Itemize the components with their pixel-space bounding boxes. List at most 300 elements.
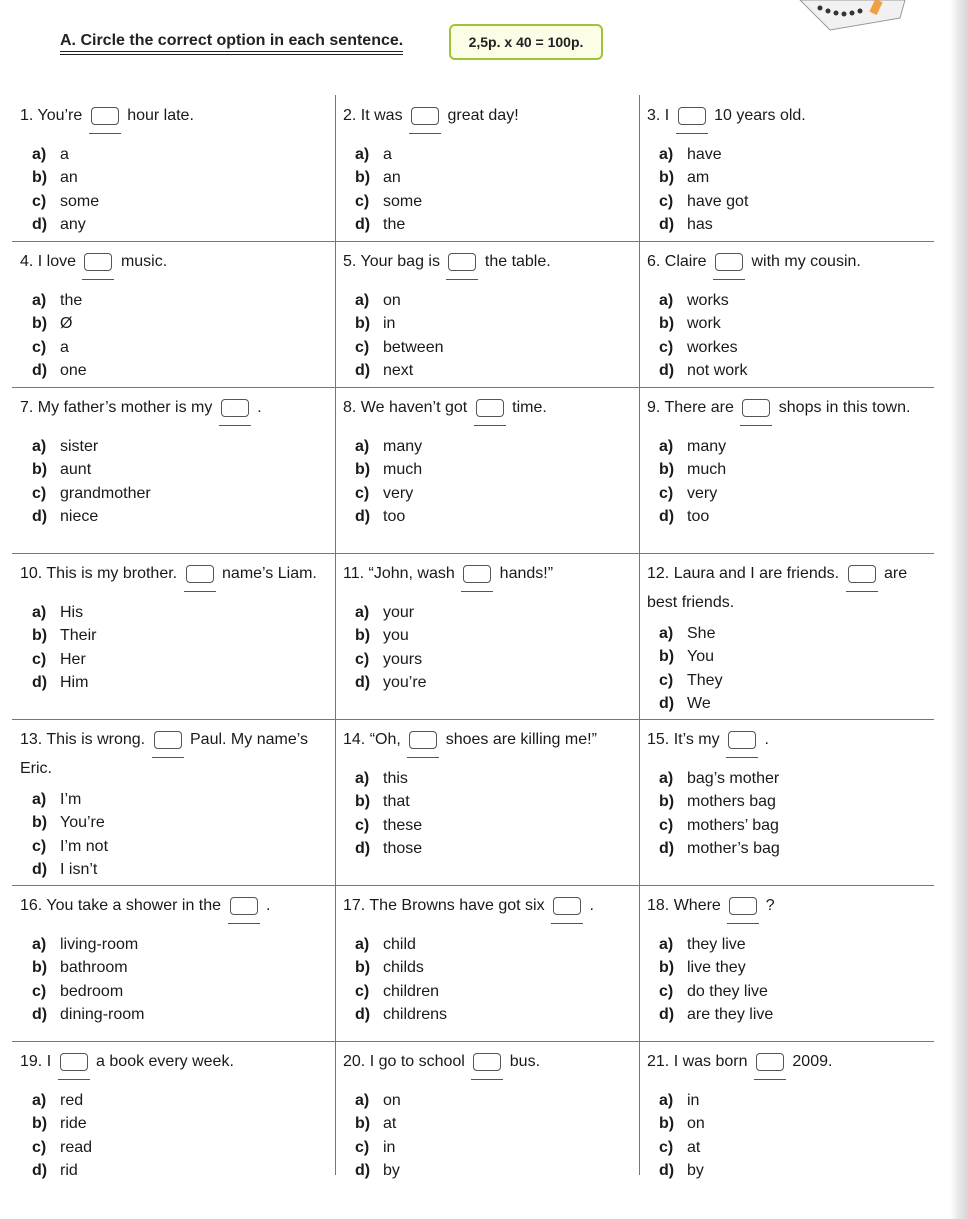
option-text: an — [383, 169, 401, 187]
option-item[interactable] — [647, 1136, 926, 1159]
option-item[interactable] — [20, 1136, 327, 1159]
option-letter: a) — [355, 438, 370, 455]
question-cell — [335, 387, 639, 553]
option-text: many — [687, 438, 727, 455]
option-item[interactable] — [343, 336, 631, 359]
option-item[interactable] — [343, 1112, 631, 1135]
question-prefix: 5. Your bag is — [343, 253, 440, 270]
option-item[interactable] — [20, 458, 327, 481]
option-letter: b) — [355, 959, 371, 977]
answer-box — [60, 1053, 88, 1071]
question-suffix: hands!” — [499, 565, 554, 582]
option-item[interactable] — [343, 837, 631, 860]
option-text: bedroom — [60, 982, 124, 1000]
option-item[interactable] — [20, 671, 327, 694]
question-text — [647, 729, 926, 758]
answer-box — [476, 399, 504, 417]
question-cell — [12, 387, 335, 553]
question-prefix: 9. There are — [647, 399, 734, 416]
option-item[interactable] — [647, 336, 926, 359]
question-text — [647, 105, 926, 134]
option-item[interactable] — [647, 166, 926, 189]
option-text: on — [383, 1092, 401, 1109]
option-text: a — [60, 338, 69, 356]
option-item[interactable] — [647, 837, 926, 860]
option-text: much — [687, 461, 727, 479]
option-text: an — [60, 169, 78, 187]
option-item[interactable] — [20, 505, 327, 528]
question-prefix: 2. It was — [343, 107, 403, 124]
question-text — [647, 397, 926, 426]
option-letter: b) — [659, 315, 675, 333]
option-text: aunt — [60, 461, 92, 479]
option-text: They — [687, 671, 723, 689]
option-letter: c) — [355, 982, 370, 1000]
question-text — [20, 251, 327, 280]
option-text: I’m not — [60, 837, 109, 855]
option-letter: c) — [659, 671, 674, 689]
option-letter: c) — [659, 192, 674, 210]
answer-box — [473, 1053, 501, 1071]
answer-box — [678, 107, 706, 125]
page-edge-shadow — [950, 0, 968, 1219]
option-item[interactable] — [647, 1159, 926, 1182]
question-cell — [639, 95, 934, 241]
option-text: rid — [60, 1162, 78, 1180]
option-item[interactable] — [343, 601, 631, 624]
option-letter: a) — [32, 1092, 47, 1109]
option-list — [343, 143, 631, 237]
answer-box — [756, 1053, 784, 1071]
option-text: on — [383, 292, 401, 309]
option-item[interactable] — [647, 692, 926, 715]
option-letter: d) — [355, 1006, 371, 1024]
option-list — [343, 601, 631, 695]
option-item[interactable] — [20, 811, 327, 834]
option-letter: c) — [32, 484, 47, 502]
option-item[interactable] — [20, 289, 327, 312]
answer-box — [463, 565, 491, 583]
answer-blank[interactable] — [676, 107, 708, 134]
answer-blank[interactable] — [754, 1053, 786, 1080]
option-letter: c) — [32, 650, 47, 668]
answer-box — [729, 897, 757, 915]
question-prefix: 7. My father’s mother is my — [20, 399, 213, 416]
option-text: some — [60, 192, 100, 210]
answer-box — [742, 399, 770, 417]
answer-blank[interactable] — [713, 253, 745, 280]
question-suffix: . — [257, 399, 262, 416]
option-letter: a) — [32, 936, 47, 953]
question-prefix: 4. I love — [20, 253, 77, 270]
option-item[interactable] — [647, 669, 926, 692]
question-text — [343, 563, 631, 592]
question-cell — [12, 95, 335, 241]
option-item[interactable] — [343, 213, 631, 236]
question-suffix: 2009. — [792, 1053, 833, 1070]
option-text: too — [383, 508, 406, 526]
answer-blank[interactable] — [474, 399, 506, 426]
option-letter: d) — [355, 216, 371, 234]
answer-box — [186, 565, 214, 583]
option-item[interactable] — [343, 435, 631, 458]
option-text: living-room — [60, 936, 139, 953]
option-item[interactable] — [343, 790, 631, 813]
option-item[interactable] — [647, 359, 926, 382]
question-prefix: 11. “John, wash — [343, 565, 455, 582]
question-suffix: 10 years old. — [714, 107, 806, 124]
option-text: Ø — [60, 315, 73, 333]
option-letter: d) — [659, 216, 675, 234]
option-letter: c) — [659, 338, 674, 356]
option-list — [20, 289, 327, 383]
option-item[interactable] — [343, 166, 631, 189]
option-item[interactable] — [20, 213, 327, 236]
option-letter: c) — [659, 484, 674, 502]
option-item[interactable] — [343, 1003, 631, 1026]
option-item[interactable] — [20, 482, 327, 505]
option-text: do they live — [687, 982, 768, 1000]
option-item[interactable] — [20, 835, 327, 858]
option-letter: b) — [355, 793, 371, 811]
question-cell — [335, 241, 639, 387]
answer-sheet-illustration — [790, 0, 920, 34]
option-item[interactable] — [343, 933, 631, 956]
option-letter: d) — [32, 1006, 48, 1024]
option-letter: b) — [355, 315, 371, 333]
option-item[interactable] — [343, 482, 631, 505]
option-item[interactable] — [343, 143, 631, 166]
question-text — [20, 105, 327, 134]
option-item[interactable] — [20, 980, 327, 1003]
answer-blank[interactable] — [551, 897, 583, 924]
option-item[interactable] — [20, 312, 327, 335]
question-text — [343, 105, 631, 134]
option-item[interactable] — [343, 312, 631, 335]
option-item[interactable] — [647, 645, 926, 668]
option-list — [647, 143, 926, 237]
option-letter: a) — [659, 1092, 674, 1109]
option-letter: a) — [355, 1092, 370, 1109]
answer-blank[interactable] — [152, 731, 184, 758]
question-suffix: shops in this town. — [778, 399, 911, 416]
option-text: by — [383, 1162, 400, 1180]
option-text: niece — [60, 508, 99, 526]
question-cell — [12, 241, 335, 387]
answer-blank[interactable] — [726, 731, 758, 758]
option-item[interactable] — [647, 767, 926, 790]
option-letter: a) — [355, 770, 370, 787]
option-item[interactable] — [647, 814, 926, 837]
option-item[interactable] — [20, 435, 327, 458]
question-suffix: shoes are killing me!” — [445, 731, 597, 748]
option-item[interactable] — [20, 1159, 327, 1182]
option-text: mother’s bag — [687, 840, 780, 858]
option-text: in — [687, 1092, 700, 1109]
option-item[interactable] — [20, 143, 327, 166]
option-item[interactable] — [20, 788, 327, 811]
option-letter: a) — [32, 438, 47, 455]
option-letter: b) — [659, 648, 675, 666]
option-item[interactable] — [20, 336, 327, 359]
option-list — [20, 601, 327, 695]
question-prefix: 6. Claire — [647, 253, 707, 270]
option-text: I isn’t — [60, 861, 98, 879]
option-item[interactable] — [343, 671, 631, 694]
option-text: much — [383, 461, 423, 479]
option-letter: b) — [32, 959, 48, 977]
option-letter: c) — [32, 192, 47, 210]
option-item[interactable] — [647, 980, 926, 1003]
option-text: Her — [60, 650, 86, 668]
option-letter: c) — [355, 816, 370, 834]
option-letter: b) — [32, 1115, 48, 1133]
answer-blank[interactable] — [184, 565, 216, 592]
question-suffix: a book every week. — [96, 1053, 234, 1070]
answer-blank[interactable] — [89, 107, 121, 134]
answer-blank[interactable] — [82, 253, 114, 280]
option-item[interactable] — [343, 980, 631, 1003]
option-item[interactable] — [20, 858, 327, 881]
option-letter: d) — [659, 695, 675, 713]
option-item[interactable] — [647, 482, 926, 505]
option-item[interactable] — [20, 933, 327, 956]
option-text: by — [687, 1162, 704, 1180]
answer-blank[interactable] — [727, 897, 759, 924]
question-prefix: 1. You’re — [20, 107, 83, 124]
option-item[interactable] — [20, 359, 327, 382]
option-letter: a) — [32, 146, 47, 163]
option-text: many — [383, 438, 423, 455]
option-item[interactable] — [647, 790, 926, 813]
question-prefix: 15. It’s my — [647, 731, 720, 748]
option-letter: d) — [659, 508, 675, 526]
option-text: at — [687, 1138, 701, 1156]
option-letter: d) — [32, 1162, 48, 1180]
answer-blank[interactable] — [461, 565, 493, 592]
option-list — [647, 289, 926, 383]
option-text: very — [687, 484, 718, 502]
option-text: the — [383, 216, 406, 234]
option-list — [647, 933, 926, 1027]
option-letter: d) — [355, 508, 371, 526]
option-text: children — [383, 982, 440, 1000]
option-item[interactable] — [647, 622, 926, 645]
answer-blank[interactable] — [471, 1053, 503, 1080]
option-letter: b) — [355, 627, 371, 645]
option-text: any — [60, 216, 86, 234]
option-letter: d) — [32, 508, 48, 526]
question-cell — [639, 387, 934, 553]
option-text: mothers bag — [687, 793, 776, 811]
option-text: not work — [687, 362, 748, 380]
option-text: She — [687, 625, 716, 642]
option-list — [343, 1089, 631, 1183]
option-item[interactable] — [343, 289, 631, 312]
option-item[interactable] — [647, 956, 926, 979]
option-letter: a) — [32, 604, 47, 621]
option-letter: b) — [32, 461, 48, 479]
question-cell — [335, 719, 639, 885]
question-cell — [12, 1041, 335, 1180]
option-item[interactable] — [647, 1003, 926, 1026]
answer-box — [715, 253, 743, 271]
answer-blank[interactable] — [58, 1053, 90, 1080]
answer-blank[interactable] — [407, 731, 439, 758]
answer-box — [91, 107, 119, 125]
option-item[interactable] — [343, 767, 631, 790]
option-text: Their — [60, 627, 97, 645]
question-cell — [639, 719, 934, 885]
option-item[interactable] — [343, 1159, 631, 1182]
answer-blank[interactable] — [219, 399, 251, 426]
option-letter: c) — [355, 650, 370, 668]
option-letter: d) — [32, 861, 48, 879]
option-text: between — [383, 338, 444, 356]
answer-blank[interactable] — [228, 897, 260, 924]
question-suffix: . — [265, 897, 271, 914]
option-letter: b) — [659, 959, 675, 977]
option-text: you’re — [383, 674, 427, 692]
option-text: grandmother — [60, 484, 151, 502]
question-cell — [639, 885, 934, 1041]
option-letter: a) — [659, 438, 674, 455]
option-letter: a) — [355, 604, 370, 621]
option-list — [343, 435, 631, 529]
option-text: His — [60, 604, 84, 621]
option-item[interactable] — [343, 190, 631, 213]
option-letter: b) — [32, 814, 48, 832]
answer-blank[interactable] — [409, 107, 441, 134]
question-suffix: Paul. My name’s Eric. — [20, 731, 308, 777]
option-letter: b) — [355, 1115, 371, 1133]
option-text: they live — [687, 936, 746, 953]
option-item[interactable] — [20, 1112, 327, 1135]
option-letter: b) — [355, 461, 371, 479]
option-text: You’re — [60, 814, 105, 832]
question-cell — [335, 553, 639, 719]
option-item[interactable] — [343, 956, 631, 979]
option-text: You — [687, 648, 714, 666]
option-item[interactable] — [647, 213, 926, 236]
answer-blank[interactable] — [740, 399, 772, 426]
option-letter: c) — [32, 837, 47, 855]
option-item[interactable] — [343, 359, 631, 382]
option-item[interactable] — [647, 933, 926, 956]
score-badge: 2,5p. x 40 = 100p. — [449, 24, 603, 60]
option-letter: d) — [32, 216, 48, 234]
option-text: bathroom — [60, 959, 128, 977]
option-text: your — [383, 604, 415, 621]
question-text — [343, 729, 631, 758]
option-item[interactable] — [20, 601, 327, 624]
answer-box — [84, 253, 112, 271]
option-item[interactable] — [647, 143, 926, 166]
option-item[interactable] — [343, 1089, 631, 1112]
question-cell — [639, 553, 934, 719]
option-text: that — [383, 793, 410, 811]
option-text: have got — [687, 192, 749, 210]
option-letter: d) — [32, 362, 48, 380]
option-item[interactable] — [647, 505, 926, 528]
option-letter: b) — [32, 315, 48, 333]
option-letter: a) — [355, 146, 370, 163]
question-prefix: 16. You take a shower in the — [20, 897, 222, 914]
option-text: you — [383, 627, 409, 645]
answer-blank[interactable] — [846, 565, 878, 592]
question-cell — [335, 1041, 639, 1180]
option-letter: b) — [659, 1115, 675, 1133]
option-item[interactable] — [343, 1136, 631, 1159]
question-cell — [335, 885, 639, 1041]
option-item[interactable] — [20, 1003, 327, 1026]
option-list — [343, 289, 631, 383]
answer-blank[interactable] — [446, 253, 478, 280]
option-item[interactable] — [20, 166, 327, 189]
option-text: read — [60, 1138, 93, 1156]
option-text: works — [687, 292, 729, 309]
question-text — [343, 895, 631, 924]
option-letter: c) — [659, 816, 674, 834]
option-text: sister — [60, 438, 99, 455]
option-letter: c) — [32, 1138, 47, 1156]
option-item[interactable] — [20, 624, 327, 647]
option-letter: b) — [32, 627, 48, 645]
option-item[interactable] — [647, 289, 926, 312]
option-list — [20, 1089, 327, 1183]
option-text: dining-room — [60, 1006, 145, 1024]
option-item[interactable] — [343, 505, 631, 528]
question-cell — [12, 553, 335, 719]
option-letter: c) — [659, 982, 674, 1000]
answer-box — [221, 399, 249, 417]
question-suffix: name’s Liam. — [222, 565, 317, 582]
option-text: work — [687, 315, 721, 333]
option-item[interactable] — [343, 458, 631, 481]
option-item[interactable] — [647, 190, 926, 213]
question-text — [343, 251, 631, 280]
option-text: We — [687, 695, 711, 713]
option-text: mothers’ bag — [687, 816, 779, 834]
option-item[interactable] — [20, 190, 327, 213]
option-item[interactable] — [647, 312, 926, 335]
option-text: in — [383, 1138, 396, 1156]
option-item[interactable] — [647, 1089, 926, 1112]
question-text — [647, 1051, 926, 1080]
option-item[interactable] — [343, 648, 631, 671]
question-prefix: 14. “Oh, — [343, 731, 401, 748]
option-text: child — [383, 936, 416, 953]
option-item[interactable] — [20, 648, 327, 671]
question-suffix: bus. — [509, 1053, 541, 1070]
option-letter: c) — [355, 192, 370, 210]
option-text: very — [383, 484, 414, 502]
option-item[interactable] — [647, 458, 926, 481]
option-list — [20, 788, 327, 882]
option-item[interactable] — [20, 1089, 327, 1112]
question-suffix: . — [764, 731, 769, 748]
option-text: yours — [383, 650, 423, 668]
option-letter: a) — [659, 625, 674, 642]
option-letter: d) — [355, 674, 371, 692]
option-item[interactable] — [20, 956, 327, 979]
option-item[interactable] — [343, 814, 631, 837]
option-text: some — [383, 192, 423, 210]
option-item[interactable] — [647, 435, 926, 458]
option-item[interactable] — [343, 624, 631, 647]
option-item[interactable] — [647, 1112, 926, 1135]
option-text: at — [383, 1115, 397, 1133]
